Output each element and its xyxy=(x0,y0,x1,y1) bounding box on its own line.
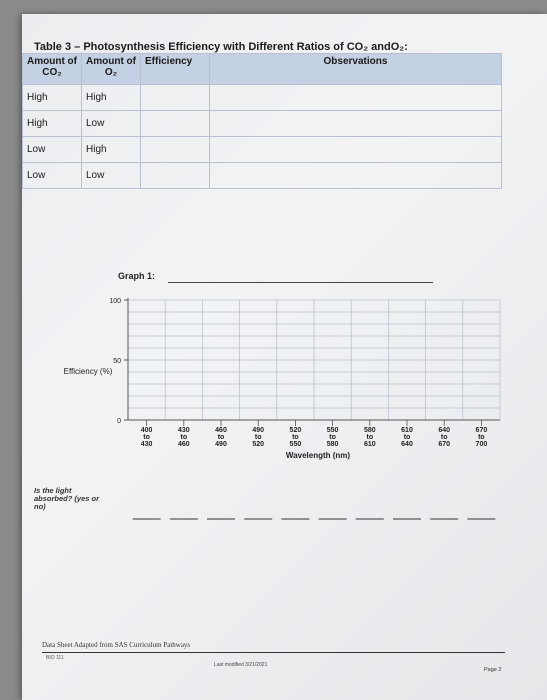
x-tick-label xyxy=(141,427,153,448)
footer-rule xyxy=(42,652,505,653)
cell-o2: High xyxy=(82,137,141,163)
footer-last-modified: Last modified 3/21/2021 xyxy=(214,662,268,668)
x-tick-label-part: to xyxy=(329,434,336,441)
header-o2: Amount of O₂ xyxy=(82,54,141,85)
x-tick-label-part: 490 xyxy=(252,427,265,434)
x-tick-label xyxy=(252,427,264,448)
y-tick-label: 50 xyxy=(113,358,121,365)
x-tick-label xyxy=(327,427,339,448)
x-tick-label xyxy=(215,427,227,448)
x-tick-label-part: 520 xyxy=(252,441,265,448)
header-observations: Observations xyxy=(210,54,502,85)
x-tick-label-part: 670 xyxy=(438,441,451,448)
x-tick-label-part: 610 xyxy=(363,441,376,448)
header-efficiency: Efficiency xyxy=(141,54,210,85)
x-tick-label-part: 460 xyxy=(215,427,227,434)
cell-co2: High xyxy=(23,85,82,111)
cell-o2: Low xyxy=(82,111,141,137)
cell-o2: High xyxy=(82,85,141,111)
y-axis-label-text: Efficiency (%) xyxy=(63,367,113,376)
x-tick-label-part: 400 xyxy=(140,427,153,434)
x-tick-label xyxy=(476,427,488,448)
x-tick-label-part: 490 xyxy=(215,441,227,448)
cell-co2: Low xyxy=(23,137,82,163)
footer-page-number: Page 2 xyxy=(484,667,502,673)
y-tick-label: 100 xyxy=(109,298,121,305)
footer-source: Data Sheet Adapted from SAS Curriculum Pathways xyxy=(42,641,191,649)
x-tick-label-part: to xyxy=(403,434,411,441)
x-axis-label: Wavelength (nm) xyxy=(285,451,351,460)
x-tick-label-part: 520 xyxy=(289,427,302,434)
x-tick-label-part: to xyxy=(478,434,485,441)
graph-title: Graph 1: xyxy=(118,271,156,281)
absorbed-question-label: Is the light absorbed? (yes or no) xyxy=(34,486,100,511)
footer-course-code: BIO 111 xyxy=(46,655,64,661)
x-tick-label-part: 580 xyxy=(363,427,376,434)
x-tick-label xyxy=(290,427,302,448)
x-tick-label-part: to xyxy=(366,434,374,441)
cell-co2: Low xyxy=(23,163,82,189)
x-tick-label xyxy=(438,427,450,448)
x-tick-label-part: 700 xyxy=(475,441,488,448)
x-tick-label-part: 610 xyxy=(401,427,413,434)
cell-o2: Low xyxy=(82,163,141,189)
x-tick-label-part: 670 xyxy=(475,427,488,434)
x-tick-label-part: to xyxy=(143,434,150,441)
x-tick-label-part: 640 xyxy=(401,441,413,448)
x-tick-label-part: to xyxy=(440,434,448,441)
x-tick-label-part: to xyxy=(254,434,262,441)
x-tick-label-part: to xyxy=(292,434,299,441)
x-tick-label xyxy=(401,427,413,448)
x-tick-label-part: 580 xyxy=(326,441,339,448)
x-tick-label-part: 460 xyxy=(177,441,190,448)
x-tick-label xyxy=(364,427,376,448)
y-tick-label: 0 xyxy=(117,418,121,425)
header-co2: Amount of CO₂ xyxy=(23,54,82,85)
x-tick-label-part: 430 xyxy=(140,441,153,448)
x-tick-label-part: 430 xyxy=(177,427,190,434)
x-tick-label-part: to xyxy=(180,434,188,441)
x-tick-label-part: to xyxy=(217,434,225,441)
x-tick-label-part: 550 xyxy=(289,441,302,448)
x-tick-label-part: 640 xyxy=(438,427,451,434)
cell-co2: High xyxy=(23,111,82,137)
table-title: Table 3 – Photosynthesis Efficiency with Different Ratios of CO₂ andO₂: xyxy=(34,41,408,53)
x-tick-label-part: 550 xyxy=(326,427,339,434)
x-tick-label xyxy=(178,427,190,448)
